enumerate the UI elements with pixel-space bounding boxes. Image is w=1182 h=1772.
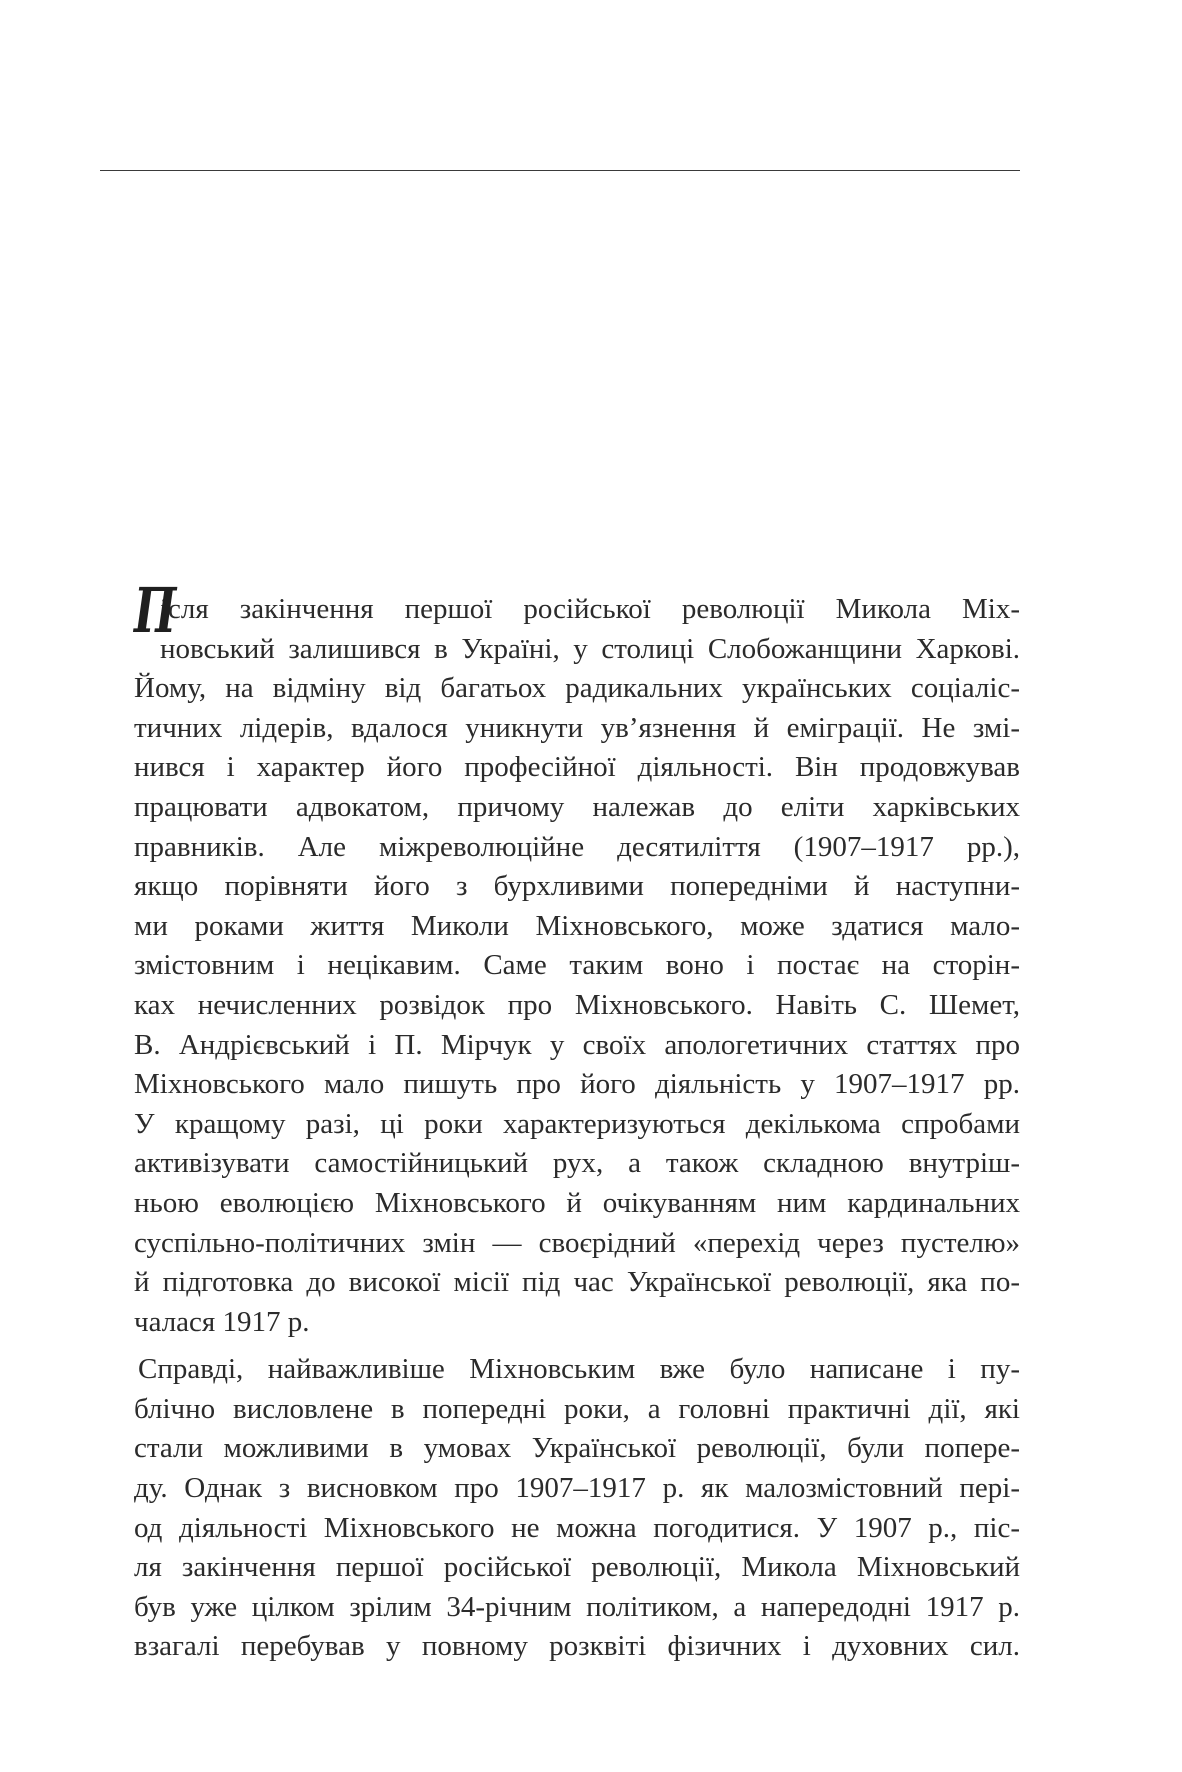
text-line: був уже цілком зрілим 34-річним політиком, а напередодні 1917 р. (134, 1590, 1020, 1623)
text-line: В. Андрієвський і П. Мірчук у своїх апологетичних статтях про (134, 1028, 1020, 1061)
drop-cap: П (134, 574, 177, 647)
text-line: нився і характер його професійної діяльності. Він продовжував (134, 751, 1020, 784)
text-line: У кращому разі, ці роки характеризуються декількома спробами (134, 1107, 1020, 1140)
text-line: Справді, найважливіше Міхновським вже було написане і пу- (138, 1353, 1020, 1386)
text-line: змістовним і нецікавим. Саме таким воно і постає на сторін- (134, 949, 1020, 982)
text-line: якщо порівняти його з бурхливими попередніми й наступни- (134, 870, 1020, 903)
text-line: ля закінчення першої російської революції, Микола Міхновський (134, 1551, 1020, 1584)
text-line: суспільно-політичних змін — своєрідний «перехід через пустелю» (134, 1226, 1020, 1259)
text-line: активізувати самостійницький рух, а також складною внутріш- (134, 1147, 1020, 1180)
page-body (134, 574, 1020, 1667)
text-line-content: ісля закінчення першої російської революції Микола Міх- (160, 593, 1020, 625)
text-line: тичних лідерів, вдалося уникнути ув’язнення й еміграції. Не змі- (134, 711, 1020, 744)
text-line: ду. Однак з висновком про 1907–1917 р. як малозмістовний пері- (134, 1472, 1020, 1505)
text-line: ми роками життя Миколи Міхновського, може здатися мало- (134, 909, 1020, 942)
paragraph-1 (134, 574, 1020, 1342)
text-line: й підготовка до високої місії під час Української революції, яка по- (134, 1266, 1020, 1299)
text-line: блічно висловлене в попередні роки, а головні практичні дії, які (134, 1392, 1020, 1425)
header-rule (100, 170, 1020, 171)
text-line: взагалі перебував у повному розквіті фізичних і духовних сил. (134, 1630, 1020, 1663)
text-line: Йому, на відміну від багатьох радикальних українських соціаліс- (134, 672, 1020, 705)
paragraph-2 (134, 1350, 1020, 1667)
text-line: од діяльності Міхновського не можна погодитися. У 1907 р., піс- (134, 1511, 1020, 1544)
text-line: ньою еволюцією Міхновського й очікуванням ним кардинальних (134, 1186, 1020, 1219)
text-line: ках нечисленних розвідок про Міхновського. Навіть С. Шемет, (134, 988, 1020, 1021)
text-line (134, 574, 1020, 647)
text-line: Міхновського мало пишуть про його діяльність у 1907–1917 рр. (134, 1068, 1020, 1101)
text-line: працювати адвокатом, причому належав до еліти харківських (134, 790, 1020, 823)
paragraph-gap (134, 1342, 1020, 1350)
text-line: стали можливими в умовах Української революції, були попере- (134, 1432, 1020, 1465)
text-line: правників. Але міжреволюційне десятиліття (1907–1917 рр.), (134, 830, 1020, 863)
text-line: новський залишився в Україні, у столиці Слобожанщини Харкові. (160, 632, 1020, 665)
text-line: чалася 1917 р. (134, 1305, 310, 1338)
